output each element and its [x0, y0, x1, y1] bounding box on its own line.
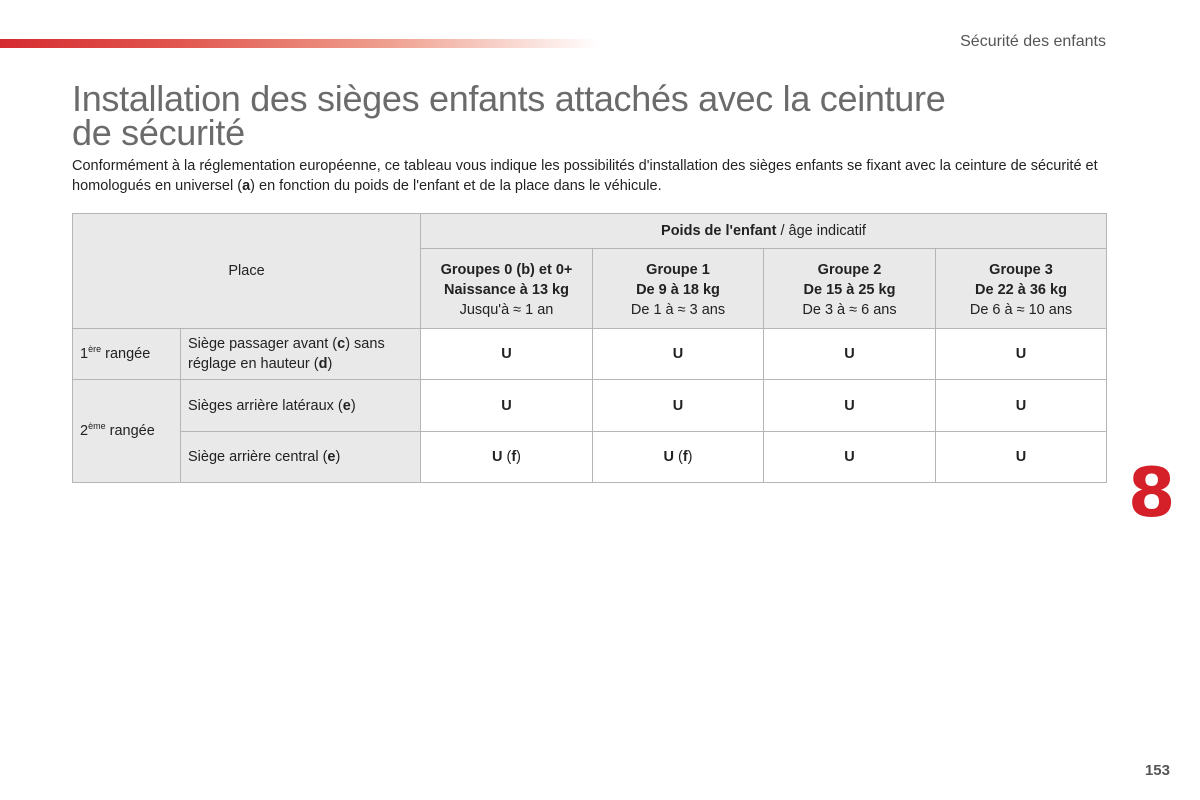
rank-superscript: ère [88, 344, 102, 354]
table-cell: U [421, 380, 593, 432]
cell-value: U [663, 449, 674, 465]
weight-header-bold: Poids de l'enfant [661, 223, 777, 239]
group-age: De 6 à ≈ 10 ans [969, 301, 1073, 318]
table-row [73, 380, 1107, 432]
intro-text1: Conformément à la réglementation européenne, ce tableau vous indique les possibilités d'installation des sièges enfants se fixant avec la ceinture de sécurité et homologués en universel ( [72, 158, 1098, 194]
seat-text: ) [335, 449, 341, 465]
page-title-line2: de sécurité [72, 112, 245, 153]
table-row [73, 432, 1107, 483]
cell-note-ref: f [682, 449, 688, 465]
child-seat-table [72, 213, 1107, 483]
header-accent-bar [0, 39, 600, 48]
rank-number: 2 [80, 423, 89, 439]
table-cell: U [764, 432, 936, 483]
seat-text: Siège passager avant ( [188, 336, 338, 352]
cell-note: ( [502, 449, 512, 465]
weight-header [421, 214, 1107, 249]
group-header [764, 249, 936, 329]
group-weight: De 22 à 36 kg [975, 281, 1067, 298]
group-weight: De 15 à 25 kg [803, 281, 896, 298]
row-label-second [73, 380, 181, 483]
table-cell [593, 432, 764, 483]
seat-label [181, 380, 421, 432]
seat-text: ) [327, 356, 333, 372]
seat-note-ref: d [318, 356, 328, 372]
cell-note: ) [516, 449, 522, 465]
table-cell [421, 432, 593, 483]
place-header: Place [73, 214, 421, 329]
rank-superscript: ème [88, 421, 106, 431]
table-cell: U [764, 329, 936, 380]
table-cell: U [764, 380, 936, 432]
table-cell: U [421, 329, 593, 380]
table-cell: U [936, 380, 1107, 432]
group-name: Groupe 1 [646, 261, 710, 278]
seat-note-ref: c [337, 336, 346, 352]
table-cell: U [936, 432, 1107, 483]
group-header [593, 249, 764, 329]
seat-label [181, 432, 421, 483]
cell-note-ref: f [511, 449, 517, 465]
group-name: Groupe 2 [817, 261, 882, 278]
group-weight: De 9 à 18 kg [636, 281, 720, 298]
chapter-number: 8 [1128, 454, 1176, 533]
group-age: Jusqu'à ≈ 1 an [459, 301, 554, 318]
page-title [72, 78, 1072, 153]
seat-text: ) [350, 397, 356, 414]
intro-paragraph [72, 156, 1112, 196]
seat-note-ref: e [342, 397, 351, 414]
section-title: Sécurité des enfants [960, 33, 1106, 50]
table-cell: U [936, 329, 1107, 380]
table-cell: U [593, 329, 764, 380]
weight-header-rest: / âge indicatif [776, 223, 866, 239]
intro-text2: ) en fonction du poids de l'enfant et de la place dans le véhicule. [250, 178, 662, 194]
cell-value: U [491, 449, 503, 465]
seat-text: Sièges arrière latéraux ( [188, 397, 343, 414]
row-label-first [73, 329, 181, 380]
page-title-line1: Installation des sièges enfants attachés avec la ceinture [72, 78, 946, 119]
rank-word: rangée [105, 423, 155, 439]
table-cell: U [593, 380, 764, 432]
page-number: 153 [1144, 762, 1170, 779]
seat-note-ref: e [327, 449, 336, 465]
group-header [936, 249, 1107, 329]
cell-note: ) [687, 449, 693, 465]
table-row [73, 329, 1107, 380]
seat-label [181, 329, 421, 380]
intro-bold: a [242, 178, 251, 194]
cell-note: ( [673, 449, 683, 465]
rank-word: rangée [101, 346, 151, 362]
group-age: De 3 à ≈ 6 ans [802, 301, 897, 318]
group-age: De 1 à ≈ 3 ans [630, 301, 726, 318]
rank-number: 1 [80, 346, 89, 362]
group-header [421, 249, 593, 329]
group-weight: Naissance à 13 kg [444, 281, 569, 298]
seat-text: ) sans réglage en hauteur ( [188, 336, 385, 372]
group-name: Groupes 0 (b) et 0+ [440, 261, 573, 278]
seat-text: Siège arrière central ( [188, 449, 328, 465]
group-name: Groupe 3 [989, 261, 1053, 278]
